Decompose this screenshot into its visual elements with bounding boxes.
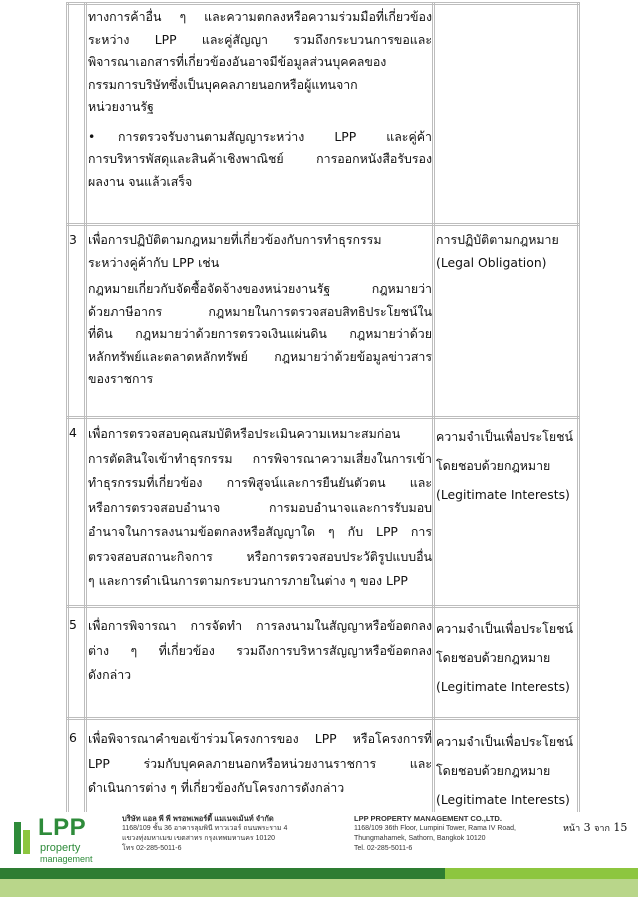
purpose-line: ๆ และการดำเนินการตามกระบวนการภายในต่าง ๆ ของ LPP [88,573,408,588]
purpose-line: เพื่อการปฏิบัติตามกฎหมายที่เกี่ยวข้องกับการทำธุรกรรม [88,232,382,247]
basis-line: (Legitimate Interests) [436,792,570,807]
basis-line: ความจำเป็นเพื่อประโยชน์ [436,621,573,636]
lpp-logo-icon [12,816,34,860]
basis-line: การปฏิบัติตามกฎหมาย [436,232,559,247]
basis-line: (Legal Obligation) [436,254,547,270]
english-company-name: LPP PROPERTY MANAGEMENT CO.,LTD. [354,814,502,823]
purpose-line: ทางการค้าอื่น ๆ และความตกลงหรือความร่วมมือที่เกี่ยวข้อง [88,9,432,24]
purpose-line: ด้วยภาษีอากร กฎหมายในการตรวจสอบสิทธิประโยชน์ใน [88,303,432,319]
purpose-line: ของราชการ [88,371,154,386]
row-purpose [88,229,432,391]
purpose-line: ระหว่าง LPP และคู่สัญญา รวมถึงกระบวนการขอและ [88,31,432,47]
table-border-col2 [432,2,435,812]
basis-line: (Legitimate Interests) [436,679,570,694]
thai-company-name: บริษัท แอล พี พี พรอพเพอร์ตี้ แมเนจเม้นท์ จำกัด [122,814,274,823]
basis-line: โดยชอบด้วยกฎหมาย [436,650,551,665]
row-legal-basis [436,422,580,509]
bullet-icon: • [88,128,96,144]
address-line: 1168/109 ชั้น 36 อาคารลุมพินี ทาวเวอร์ ถนนพระราม 4 [122,825,288,832]
row-number: 4 [69,425,77,440]
purpose-line: พิจารณาเอกสารที่เกี่ยวข้องอันอาจมีข้อมูลส่วนบุคคลของ [88,54,387,69]
purpose-table [66,2,580,812]
purpose-line: หลักทรัพย์และตลาดหลักทรัพย์ กฎหมายว่าด้วยข้อมูลข่าวสาร [88,348,432,364]
purpose-line: กฎหมายเกี่ยวกับจัดซื้อจัดจ้างของหน่วยงานรัฐ กฎหมายว่า [88,281,432,296]
table-border-top [66,2,580,5]
row-legal-basis [436,727,580,814]
purpose-line: ตรวจสอบสถานะกิจการ หรือการตรวจสอบประวัติรูปแบบอื่น [88,548,432,564]
purpose-line: การตัดสินใจเข้าทำธุรกรรม การพิจารณาความเสี่ยงในการเข้า [88,450,432,466]
purpose-line: LPP ร่วมกับบุคคลภายนอกหรือหน่วยงานราชการ และ [88,755,432,771]
table-border-col1 [84,2,87,812]
english-address [354,814,516,854]
purpose-line: เพื่อการตรวจสอบคุณสมบัติหรือประเมินความเหมาะสมก่อน [88,426,401,441]
row-divider [66,605,580,608]
address-line: 1168/109 36th Floor, Lumpini Tower, Rama IV Road, [354,825,517,832]
purpose-line: เพื่อการพิจารณา การจัดทำ การลงนามในสัญญาหรือข้อตกลง [88,618,432,633]
thai-address [122,814,287,854]
row-divider [66,717,580,720]
page-current: 3 [583,821,591,834]
purpose-line: ต่าง ๆ ที่เกี่ยวข้อง รวมถึงการบริหารสัญญาหรือข้อตกลง [88,642,432,658]
purpose-line: ดังกล่าว [88,667,132,682]
page-label: หน้า [563,824,581,834]
purpose-line: ระหว่างคู่ค้ากับ LPP เช่น [88,254,220,270]
address-line: Thungmahamek, Sathorn, Bangkok 10120 [354,835,486,842]
bullet-item [88,126,432,149]
purpose-line: เพื่อพิจารณาคำขอเข้าร่วมโครงการของ LPP หรือโครงการที่ [88,731,432,746]
logo-subtitle: property [40,842,81,854]
purpose-line: ที่ดิน กฎหมายว่าด้วยการตรวจเงินแผ่นดิน กฎหมายว่าด้วย [88,326,432,341]
row-legal-basis [436,614,580,701]
purpose-line: ทำธุรกรรมที่เกี่ยวข้อง การพิสูจน์และการยืนยันตัวตน และ [88,475,432,490]
footer-band-bottom [0,879,638,897]
row-divider [66,416,580,419]
basis-line: (Legitimate Interests) [436,487,570,502]
row-purpose [88,614,432,688]
phone-line: โทร 02-285-5011-6 [122,845,182,852]
basis-line: โดยชอบด้วยกฎหมาย [436,763,551,778]
page-of: จาก [594,824,610,834]
row-number: 6 [69,730,77,745]
bullet-line: ผลงาน จนแล้วเสร็จ [88,173,193,189]
page-total: 15 [613,821,628,834]
purpose-line: กรรมการบริษัทซึ่งเป็นบุคคลภายนอกหรือผู้แทนจาก [88,76,358,92]
purpose-line: หรือการตรวจสอบอำนาจ การมอบอำนาจและการรับมอบ [88,499,432,515]
page-number [563,821,627,835]
row-divider [66,223,580,226]
basis-line: ความจำเป็นเพื่อประโยชน์ [436,429,573,444]
page-footer [0,812,638,903]
row-number: 5 [69,617,77,632]
bullet-line: การตรวจรับงานตามสัญญาระหว่าง LPP และคู่ค้า [118,128,432,144]
address-line: แขวงทุ่งมหาเมฆ เขตสาทร กรุงเทพมหานคร 10120 [122,835,276,842]
basis-line: ความจำเป็นเพื่อประโยชน์ [436,734,573,749]
bullet-line: การบริหารพัสดุและสินค้าเชิงพาณิชย์ การออกหนังสือรับรอง [88,151,432,166]
row-purpose [88,422,432,594]
phone-line: Tel. 02-285-5011-6 [354,845,413,852]
purpose-line: ดำเนินการต่าง ๆ ที่เกี่ยวข้องกับโครงการดังกล่าว [88,780,345,795]
row-legal-basis [436,229,580,274]
footer-band-light [445,868,638,879]
row-purpose [88,6,432,193]
table-border-left [66,2,69,812]
row-number: 3 [69,232,77,247]
row-purpose [88,727,432,801]
purpose-line: อำนาจในการลงนามข้อตกลงหรือสัญญาใด ๆ กับ LPP การ [88,524,432,539]
basis-line: โดยชอบด้วยกฎหมาย [436,458,551,473]
purpose-line: หน่วยงานรัฐ [88,99,154,114]
logo-subtitle: management [40,854,93,864]
logo-text: LPP [38,814,87,841]
